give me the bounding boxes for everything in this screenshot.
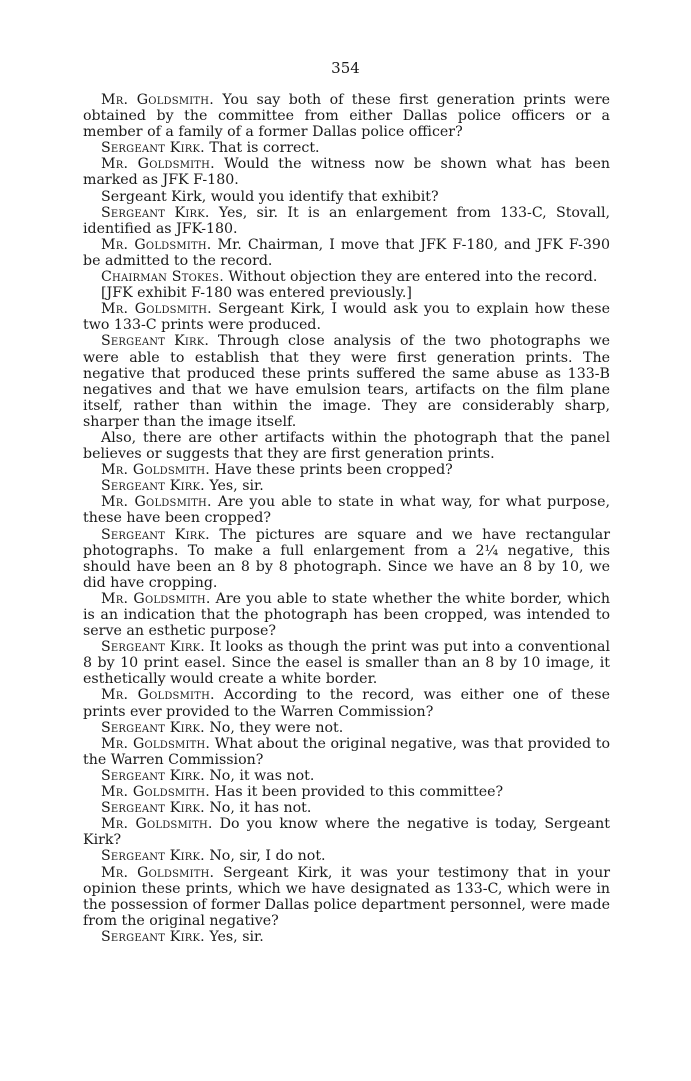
speaker-name: Sergeant Kirk. <box>101 140 205 157</box>
paragraph-text: Yes, sir. <box>204 928 264 945</box>
transcript-paragraph <box>83 687 610 719</box>
speaker-name: Mr. Goldsmith. <box>101 462 211 479</box>
transcript-paragraph <box>83 800 610 816</box>
transcript-paragraph <box>83 462 610 478</box>
speaker-name: Sergeant Kirk. <box>101 800 205 817</box>
transcript-paragraph <box>83 333 610 430</box>
transcript-paragraph <box>83 848 610 864</box>
transcript-paragraph <box>83 865 610 929</box>
speaker-name: Sergeant Kirk. <box>101 333 210 350</box>
paragraph-text: Are you able to state whether the white border, which is an indication that the photograph has been cropped, was intended to serve an esthetic purpose? <box>83 590 610 640</box>
paragraph-text: Would the witness now be shown what has been marked as JFK F-180. <box>83 156 610 189</box>
paragraph-text: No, they were not. <box>204 719 344 736</box>
paragraph-text: Has it been provided to this committee? <box>210 784 504 801</box>
speaker-name: Chairman Stokes. <box>101 269 224 286</box>
paragraph-text: Sergeant Kirk, it was your testimony that in your opinion these prints, which we have designated as 133-C, which were in the possession of former Dallas police department personnel, were made from the original negative? <box>83 864 610 929</box>
transcript-paragraph <box>83 527 610 591</box>
transcript-paragraph <box>83 156 610 188</box>
paragraph-text: Are you able to state in what way, for what purpose, these have been cropped? <box>83 494 610 527</box>
speaker-name: Mr. Goldsmith. <box>101 301 212 318</box>
speaker-name: Mr. Goldsmith. <box>101 864 215 881</box>
paragraph-text: No, it has not. <box>204 800 312 817</box>
speaker-name: Mr. Goldsmith. <box>101 92 214 108</box>
speaker-name: Sergeant Kirk. <box>101 848 205 865</box>
transcript-paragraph <box>83 205 610 237</box>
paragraph-text: No, sir, I do not. <box>204 848 326 865</box>
paragraph-text: Yes, sir. It is an enlargement from 133-C, Stovall, identified as JFK-180. <box>83 204 610 237</box>
paragraph-text: [JFK exhibit F-180 was entered previously.] <box>101 285 412 302</box>
transcript-paragraph <box>83 237 610 269</box>
paragraph-text: Mr. Chairman, I move that JFK F-180, and JFK F-390 be admitted to the record. <box>83 236 610 269</box>
transcript-paragraph <box>83 720 610 736</box>
transcript-paragraph <box>83 285 610 301</box>
speaker-name: Mr. Goldsmith. <box>101 784 211 801</box>
speaker-name: Mr. Goldsmith. <box>101 590 211 607</box>
speaker-name: Sergeant Kirk. <box>101 928 205 945</box>
transcript-paragraph <box>83 494 610 526</box>
transcript-paragraph <box>83 736 610 768</box>
transcript-paragraph <box>83 478 610 494</box>
speaker-name: Sergeant Kirk. <box>101 526 210 543</box>
speaker-name: Mr. Goldsmith. <box>101 687 215 704</box>
paragraph-text: Without objection they are entered into the record. <box>223 269 598 286</box>
speaker-name: Mr. Goldsmith. <box>101 494 212 511</box>
transcript-paragraph <box>83 768 610 784</box>
paragraph-text: Through close analysis of the two photographs we were able to establish that they were first generation prints. The negative that produced these prints suffered the same abuse as 133-B negatives and that we have emulsion tears, artifacts on the film plane itself, rather than within the image. They are considerably sharp, sharper than the image itself. <box>83 333 610 430</box>
speaker-name: Mr. Goldsmith. <box>101 156 215 173</box>
paragraph-text: What about the original negative, was that provided to the Warren Commission? <box>83 735 610 768</box>
paragraph-text: Have these prints been cropped? <box>210 462 453 479</box>
transcript-paragraph <box>83 189 610 205</box>
paragraph-text: Do you know where the negative is today, Sergeant Kirk? <box>83 816 610 849</box>
speaker-name: Mr. Goldsmith. <box>101 236 212 253</box>
transcript-paragraph <box>83 784 610 800</box>
transcript-paragraph <box>83 301 610 333</box>
speaker-name: Sergeant Kirk. <box>101 478 205 495</box>
paragraph-text: Sergeant Kirk, I would ask you to explain how these two 133-C prints were produced. <box>83 301 610 334</box>
speaker-name: Sergeant Kirk. <box>101 719 205 736</box>
paragraph-text: According to the record, was either one of these prints ever provided to the Warren Commission? <box>83 687 610 720</box>
paragraph-text: That is correct. <box>204 140 320 157</box>
paragraph-text: You say both of these first generation prints were obtained by the committee from either Dallas police officers or a member of a family of a former Dallas police officer? <box>83 92 610 141</box>
transcript-paragraph <box>83 816 610 848</box>
transcript-paragraph <box>83 269 610 285</box>
paragraph-text: Yes, sir. <box>204 478 264 495</box>
paragraph-text: The pictures are square and we have rectangular photographs. To make a full enlargement from a 2¼ negative, this should have been an 8 by 8 photograph. Since we have an 8 by 10, we did have cropping. <box>83 526 610 591</box>
speaker-name: Mr. Goldsmith. <box>101 735 211 752</box>
speaker-name: Sergeant Kirk. <box>101 204 210 221</box>
transcript-paragraph <box>83 430 610 462</box>
transcript-paragraph <box>83 591 610 639</box>
transcript-paragraph <box>83 929 610 945</box>
paragraph-text: Sergeant Kirk, would you identify that exhibit? <box>101 188 439 205</box>
speaker-name: Mr. Goldsmith. <box>101 816 213 833</box>
transcript-paragraph <box>83 639 610 687</box>
paragraph-text: No, it was not. <box>204 767 315 784</box>
transcript-paragraph <box>83 92 610 140</box>
paragraph-text: It looks as though the print was put into a conventional 8 by 10 print easel. Since the easel is smaller than an 8 by 10 image, it esthetically would create a white border. <box>83 639 610 688</box>
transcript-body <box>83 92 610 945</box>
page-number: 354 <box>331 59 360 77</box>
transcript-paragraph <box>83 140 610 156</box>
speaker-name: Sergeant Kirk. <box>101 639 205 656</box>
paragraph-text: Also, there are other artifacts within the photograph that the panel believes or suggests that they are first generation prints. <box>83 429 610 463</box>
speaker-name: Sergeant Kirk. <box>101 767 205 784</box>
